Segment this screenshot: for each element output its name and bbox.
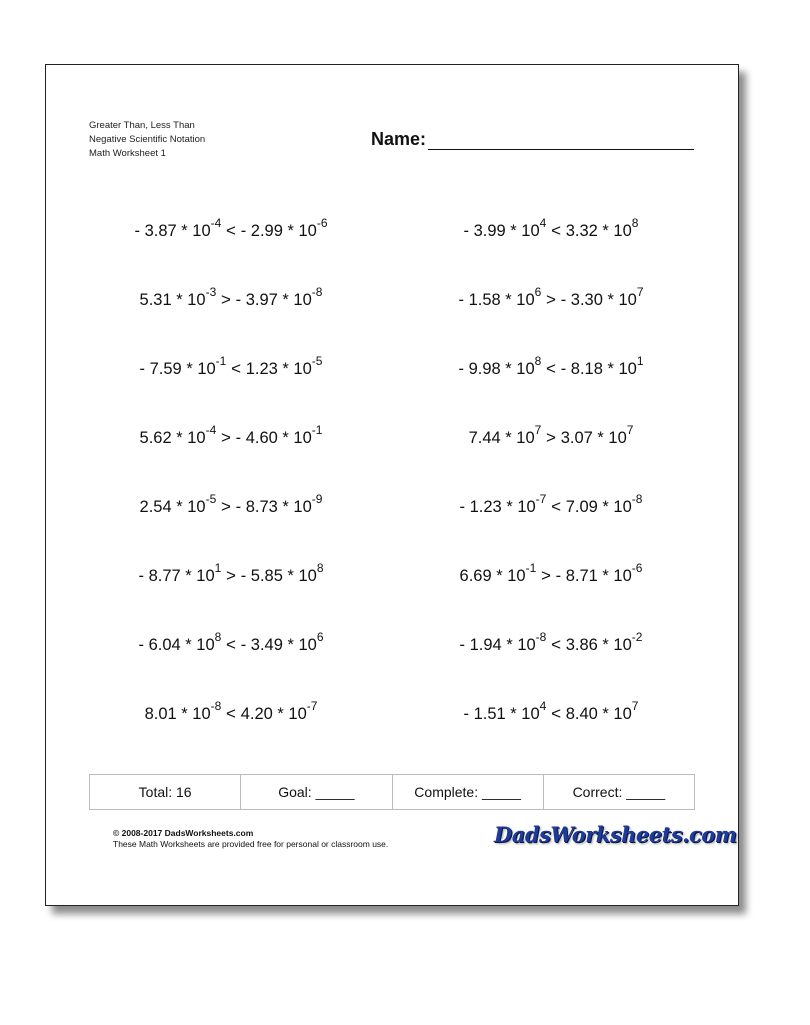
right-exponent: -6 (631, 560, 643, 575)
comparison-operator: < (226, 359, 246, 378)
comparison-problem (139, 422, 323, 448)
right-term: 4.20 * 10 (240, 705, 307, 723)
left-exponent: -1 (215, 353, 227, 368)
left-exponent: 1 (214, 560, 222, 575)
right-term: - 3.30 * 10 (560, 291, 637, 309)
right-term: - 8.18 * 10 (560, 360, 637, 378)
left-term: 5.31 * 10 (139, 291, 206, 309)
score-complete: Complete: _____ (393, 775, 544, 809)
right-term: - 2.99 * 10 (240, 222, 317, 240)
right-exponent: -1 (311, 422, 323, 437)
comparison-problem (459, 560, 643, 586)
right-term: - 3.49 * 10 (240, 636, 317, 654)
right-exponent: -5 (311, 353, 323, 368)
right-exponent: 7 (626, 422, 634, 437)
comparison-operator: > (541, 428, 561, 447)
left-exponent: -7 (535, 491, 547, 506)
usage-notice: These Math Worksheets are provided free for personal or classroom use. (113, 839, 389, 849)
left-exponent: 6 (534, 284, 542, 299)
score-total: Total: 16 (90, 775, 241, 809)
scoreboard (89, 774, 695, 810)
left-exponent: -8 (535, 629, 547, 644)
comparison-operator: < (221, 635, 241, 654)
dadsworksheets-logo[interactable]: DadsWorksheets.com (494, 822, 737, 847)
right-term: - 3.97 * 10 (235, 291, 312, 309)
worksheet-topic: Greater Than, Less Than (89, 120, 195, 131)
comparison-operator: > (536, 566, 556, 585)
left-exponent: -4 (205, 422, 217, 437)
score-correct: Correct: _____ (572, 784, 666, 800)
left-term: - 8.77 * 10 (138, 567, 215, 585)
right-term: 1.23 * 10 (245, 360, 312, 378)
worksheet-page (45, 64, 739, 906)
comparison-problem (458, 353, 644, 379)
comparison-problem (134, 215, 328, 241)
left-exponent: 8 (214, 629, 222, 644)
comparison-operator: > (216, 497, 236, 516)
left-exponent: 4 (539, 215, 547, 230)
right-term: - 4.60 * 10 (235, 429, 312, 447)
comparison-problem (463, 698, 639, 724)
right-exponent: 7 (636, 284, 644, 299)
left-term: - 1.51 * 10 (463, 705, 540, 723)
name-label: Name: (371, 129, 427, 149)
left-term: - 7.59 * 10 (139, 360, 216, 378)
comparison-problem (459, 629, 643, 655)
left-term: 8.01 * 10 (144, 705, 211, 723)
left-term: - 1.58 * 10 (458, 291, 535, 309)
right-term: 3.86 * 10 (565, 636, 632, 654)
right-exponent: -8 (631, 491, 643, 506)
left-exponent: -8 (210, 698, 222, 713)
left-exponent: -3 (205, 284, 217, 299)
right-term: 3.32 * 10 (565, 222, 632, 240)
left-term: - 6.04 * 10 (138, 636, 215, 654)
comparison-problem (459, 491, 643, 517)
left-term: - 1.23 * 10 (459, 498, 536, 516)
left-term: 6.69 * 10 (459, 567, 526, 585)
right-term: 3.07 * 10 (560, 429, 627, 447)
right-term: 7.09 * 10 (565, 498, 632, 516)
comparison-operator: > (216, 290, 236, 309)
name-line[interactable] (428, 129, 694, 150)
right-term: - 8.73 * 10 (235, 498, 312, 516)
comparison-problem (468, 422, 634, 448)
comparison-problem (139, 491, 323, 517)
right-term: 8.40 * 10 (565, 705, 632, 723)
name-field (371, 129, 694, 150)
comparison-operator: < (541, 359, 561, 378)
comparison-operator: < (546, 704, 566, 723)
copyright-block (113, 828, 388, 850)
comparison-problem (463, 215, 639, 241)
comparison-problem (139, 284, 323, 310)
left-term: - 3.87 * 10 (134, 222, 211, 240)
left-term: 2.54 * 10 (139, 498, 206, 516)
worksheet-info (89, 119, 205, 161)
copyright-text: © 2008-2017 DadsWorksheets.com (113, 828, 254, 838)
left-term: - 1.94 * 10 (459, 636, 536, 654)
comparison-operator: < (221, 221, 241, 240)
comparison-problem (139, 353, 323, 379)
left-exponent: 4 (539, 698, 547, 713)
left-term: - 3.99 * 10 (463, 222, 540, 240)
right-exponent: -2 (631, 629, 643, 644)
comparison-operator: > (216, 428, 236, 447)
right-exponent: -8 (311, 284, 323, 299)
comparison-operator: < (546, 497, 566, 516)
left-term: - 9.98 * 10 (458, 360, 535, 378)
score-goal: Goal: _____ (241, 775, 392, 809)
right-exponent: -9 (311, 491, 323, 506)
right-exponent: 8 (631, 215, 639, 230)
comparison-problem (138, 629, 324, 655)
comparison-operator: > (221, 566, 241, 585)
right-term: - 5.85 * 10 (240, 567, 317, 585)
comparison-problem (458, 284, 644, 310)
right-exponent: 6 (316, 629, 324, 644)
left-term: 7.44 * 10 (468, 429, 535, 447)
left-exponent: 8 (534, 353, 542, 368)
worksheet-number: Math Worksheet 1 (89, 148, 166, 159)
comparison-problem (144, 698, 318, 724)
comparison-operator: < (546, 221, 566, 240)
worksheet-subtopic: Negative Scientific Notation (89, 134, 206, 145)
right-exponent: -6 (316, 215, 328, 230)
comparison-operator: < (221, 704, 241, 723)
left-term: 5.62 * 10 (139, 429, 206, 447)
right-exponent: 8 (316, 560, 324, 575)
comparison-problem (138, 560, 324, 586)
comparison-operator: > (541, 290, 561, 309)
left-exponent: -5 (205, 491, 217, 506)
right-exponent: 1 (636, 353, 644, 368)
right-exponent: 7 (631, 698, 639, 713)
right-term: - 8.71 * 10 (555, 567, 632, 585)
left-exponent: -4 (210, 215, 222, 230)
comparison-operator: < (546, 635, 566, 654)
left-exponent: -1 (525, 560, 537, 575)
right-exponent: -7 (306, 698, 318, 713)
left-exponent: 7 (534, 422, 542, 437)
